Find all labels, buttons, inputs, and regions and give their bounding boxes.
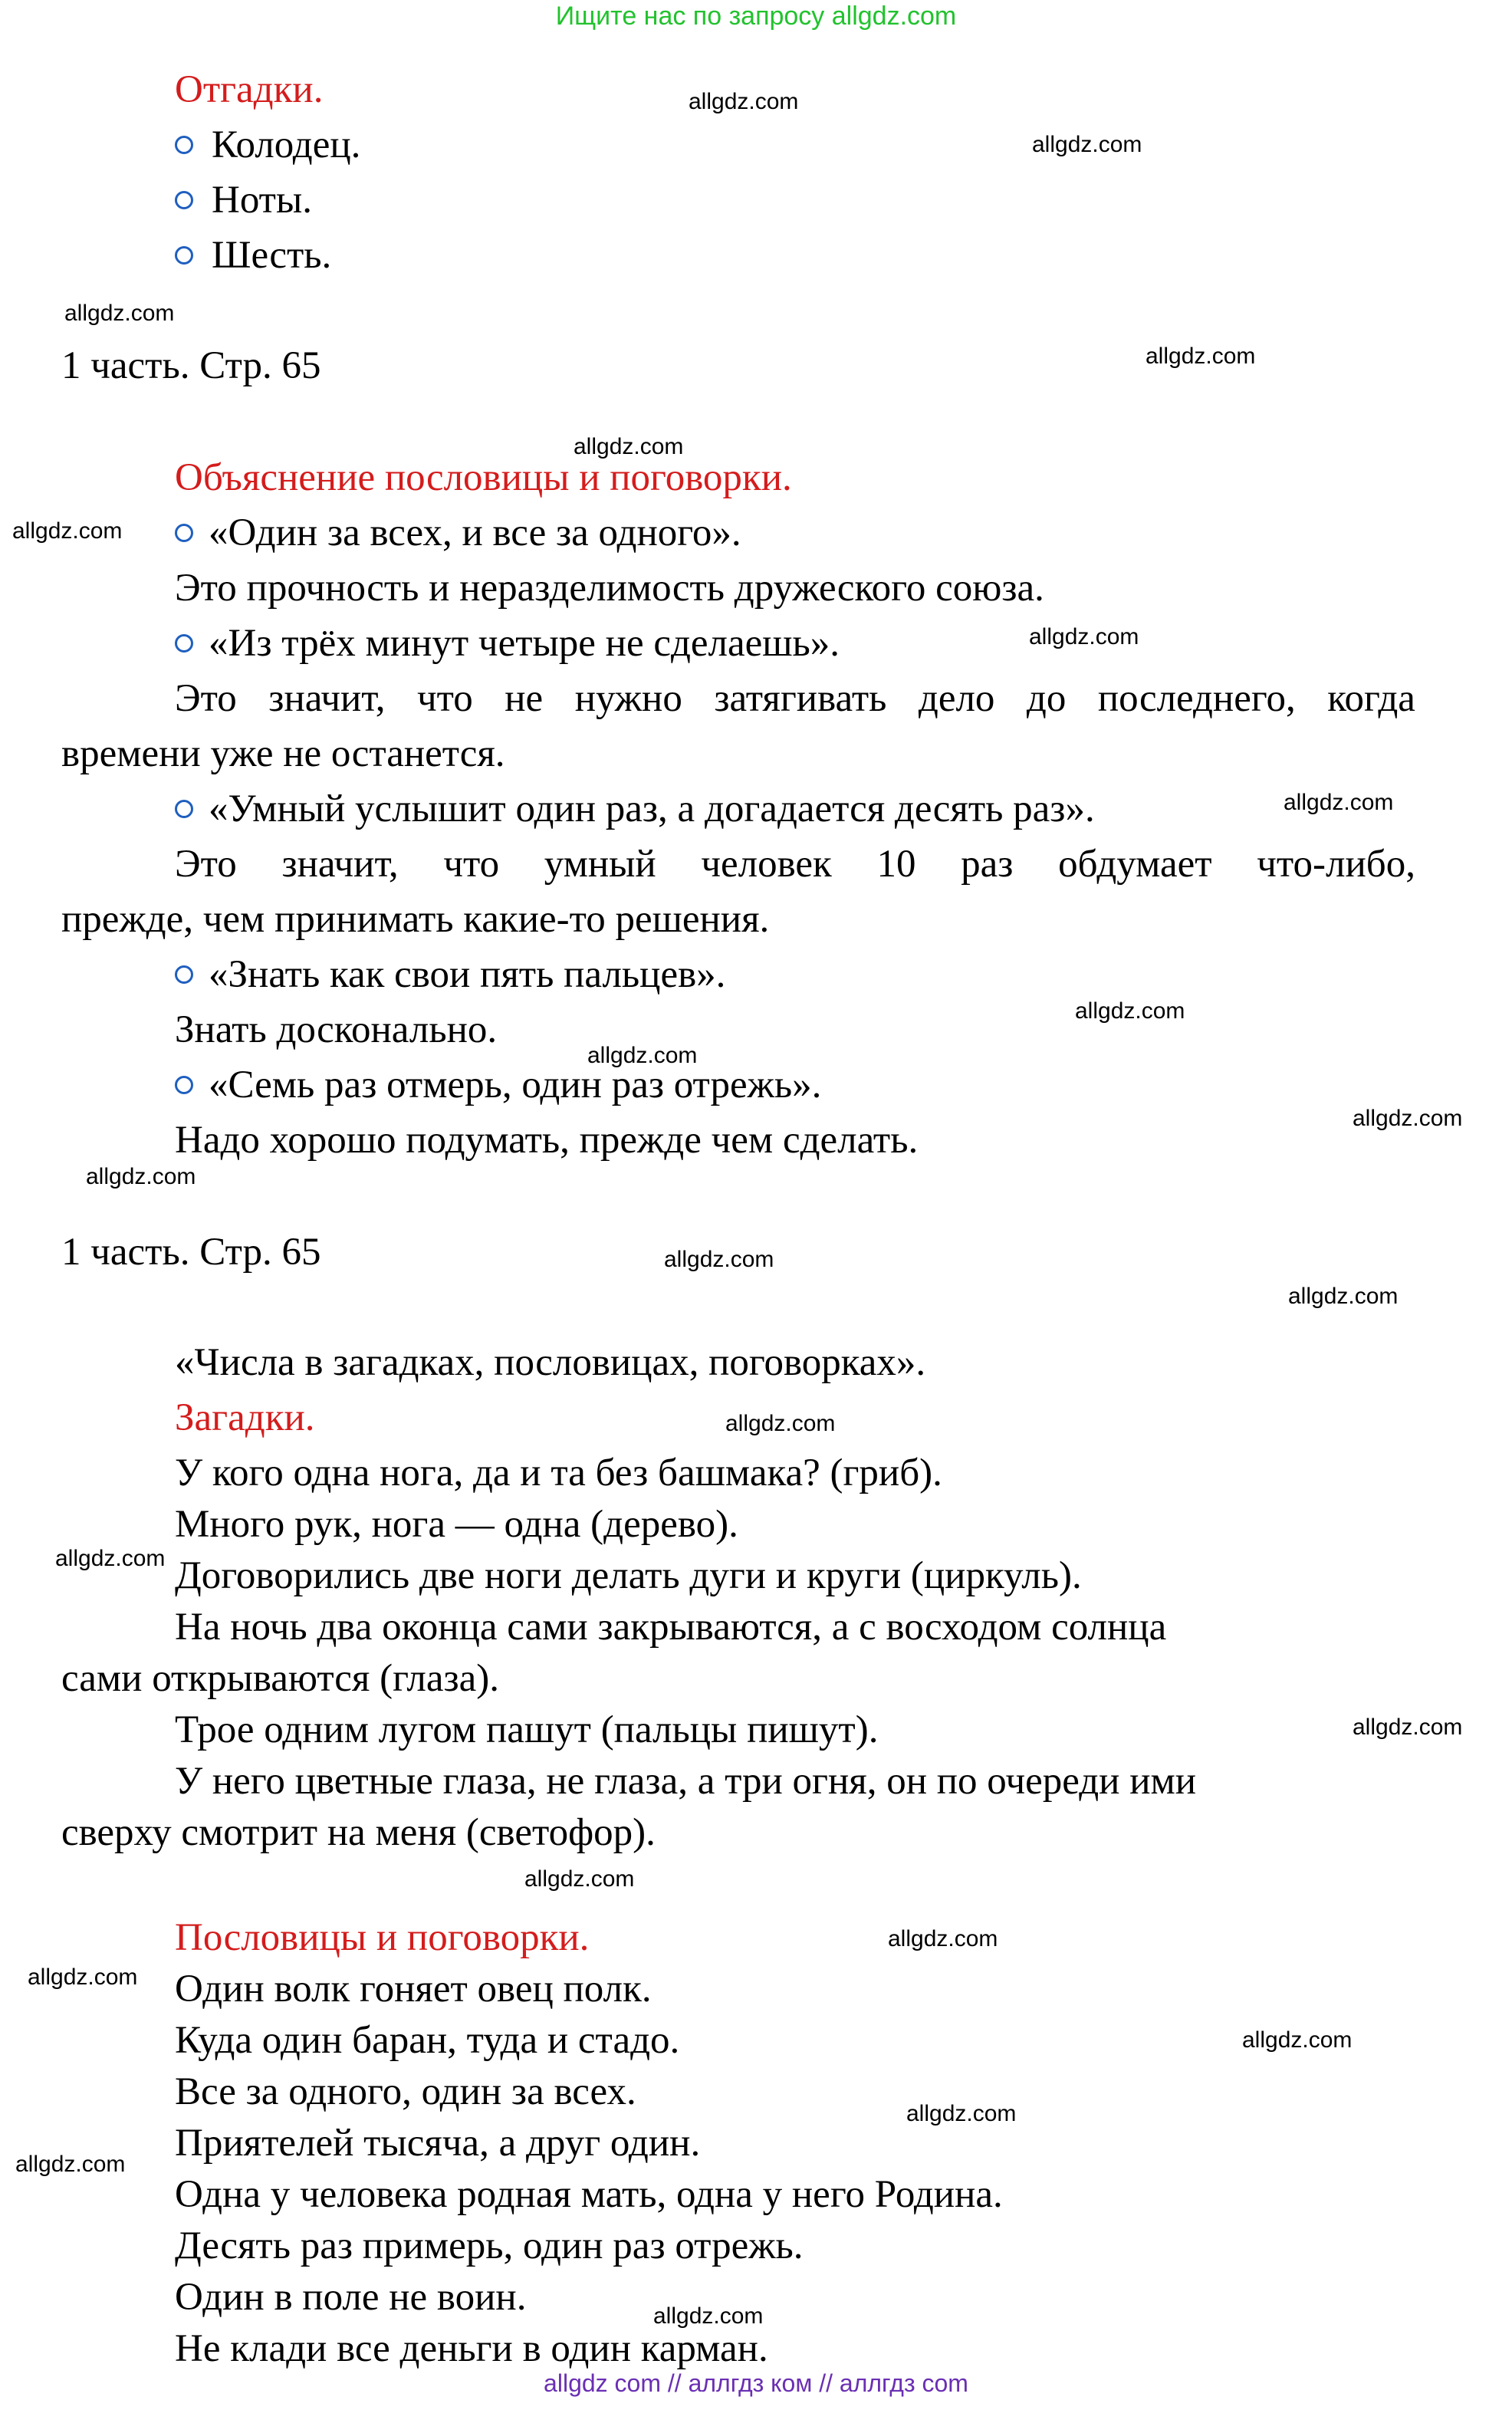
proverb-item: «Один за всех, и все за одного». — [175, 514, 741, 553]
answer-item: Колодец. — [175, 126, 360, 165]
riddle-line: Много рук, нога — одна (дерево). — [175, 1503, 738, 1546]
watermark: allgdz.com — [1284, 790, 1394, 815]
watermark: allgdz.com — [1029, 624, 1139, 649]
riddles-title: Загадки. — [175, 1396, 315, 1439]
watermark: allgdz.com — [906, 2101, 1017, 2126]
proverb-line: Одна у человека родная мать, одна у него Родина. — [175, 2173, 1003, 2216]
proverb-line: Один в поле не воин. — [175, 2276, 527, 2319]
bullet-circle-icon — [175, 191, 193, 209]
watermark: allgdz.com — [587, 1043, 698, 1068]
explanation-text: Это значит, что умный человек 10 раз обдумает что-либо, — [175, 843, 1415, 886]
explanation-text: прежде, чем принимать какие-то решения. — [61, 898, 770, 941]
proverb-line: Десять раз примерь, один раз отрежь. — [175, 2224, 804, 2267]
watermark: allgdz.com — [664, 1247, 774, 1272]
watermark: allgdz.com — [653, 2303, 764, 2329]
proverb-line: Приятелей тысяча, а друг один. — [175, 2122, 701, 2165]
watermark: allgdz.com — [1146, 344, 1256, 369]
proverb-item: «Знать как свои пять пальцев». — [175, 955, 725, 995]
bullet-circle-icon — [175, 1076, 193, 1094]
topic-heading: «Числа в загадках, пословицах, поговорках». — [175, 1341, 926, 1384]
riddle-line: У него цветные глаза, не глаза, а три огня, он по очереди ими — [175, 1760, 1197, 1803]
watermark: allgdz.com — [55, 1546, 166, 1571]
section-title: Объяснение пословицы и поговорки. — [175, 456, 792, 499]
explanation-text: Надо хорошо подумать, прежде чем сделать. — [175, 1119, 919, 1162]
watermark: allgdz.com — [1075, 998, 1185, 1024]
riddle-line: На ночь два оконца сами закрываются, а с восходом солнца — [175, 1606, 1167, 1649]
proverb-item: «Из трёх минут четыре не сделаешь». — [175, 624, 840, 663]
bullet-circle-icon — [175, 524, 193, 542]
proverb-line: Не клади все деньги в один карман. — [175, 2327, 768, 2370]
bullet-circle-icon — [175, 634, 193, 653]
proverb-item: «Семь раз отмерь, один раз отрежь». — [175, 1066, 821, 1105]
proverbs-title: Пословицы и поговорки. — [175, 1916, 590, 1959]
riddle-line: сверху смотрит на меня (светофор). — [61, 1811, 656, 1854]
proverb-line: Все за одного, один за всех. — [175, 2070, 636, 2113]
watermark: allgdz.com — [574, 434, 684, 459]
watermark: allgdz.com — [28, 1964, 138, 1990]
riddle-line: Договорились две ноги делать дуги и круги (циркуль). — [175, 1554, 1082, 1597]
explanation-text: Это прочность и неразделимость дружеского союза. — [175, 567, 1044, 610]
watermark: allgdz.com — [15, 2152, 126, 2177]
riddle-line: Трое одним лугом пашут (пальцы пишут). — [175, 1708, 879, 1751]
answer-item: Шесть. — [175, 236, 331, 275]
watermark: allgdz.com — [64, 301, 175, 326]
watermark: allgdz.com — [888, 1926, 998, 1951]
riddle-line: У кого одна нога, да и та без башмака? (гриб). — [175, 1452, 942, 1494]
explanation-text: времени уже не останется. — [61, 732, 505, 775]
proverb-line: Один волк гоняет овец полк. — [175, 1968, 652, 2011]
page-reference: 1 часть. Стр. 65 — [61, 1231, 321, 1274]
watermark: allgdz.com — [1032, 132, 1142, 157]
watermark: allgdz.com — [12, 518, 123, 544]
watermark: allgdz.com — [725, 1411, 836, 1436]
bullet-circle-icon — [175, 246, 193, 265]
watermark: allgdz.com — [1353, 1106, 1463, 1131]
explanation-text: Знать досконально. — [175, 1008, 498, 1051]
explanation-text: Это значит, что не нужно затягивать дело до последнего, когда — [175, 677, 1415, 720]
page-reference: 1 часть. Стр. 65 — [61, 344, 321, 387]
proverb-item: «Умный услышит один раз, а догадается десять раз». — [175, 790, 1095, 829]
bullet-circle-icon — [175, 965, 193, 984]
watermark: allgdz.com — [1242, 2027, 1353, 2053]
proverb-line: Куда один баран, туда и стадо. — [175, 2019, 680, 2062]
bullet-circle-icon — [175, 136, 193, 154]
top-search-banner: Ищите нас по запросу allgdz.com — [555, 2, 957, 31]
answer-item: Ноты. — [175, 181, 312, 220]
watermark: allgdz.com — [1353, 1715, 1463, 1740]
watermark: allgdz.com — [689, 89, 799, 114]
answers-title: Отгадки. — [175, 68, 324, 111]
watermark: allgdz.com — [86, 1164, 196, 1189]
watermark: allgdz.com — [1288, 1284, 1399, 1309]
bottom-watermark-banner: allgdz com // аллгдз ком // аллгдз com — [544, 2369, 968, 2397]
watermark: allgdz.com — [524, 1866, 635, 1892]
bullet-circle-icon — [175, 800, 193, 818]
riddle-line: сами открываются (глаза). — [61, 1657, 500, 1700]
